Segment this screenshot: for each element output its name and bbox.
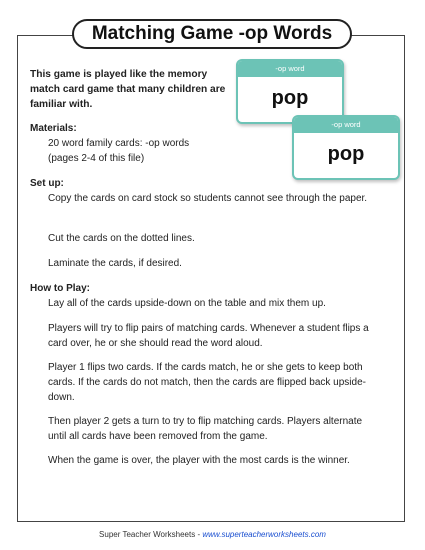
materials-line: 20 word family cards: -op words [48, 138, 190, 149]
card-label: -op word [294, 117, 398, 133]
footer-brand: Super Teacher Worksheets - [99, 530, 203, 539]
card-label: -op word [238, 61, 342, 77]
card-word: pop [271, 87, 309, 109]
materials-line: (pages 2-4 of this file) [48, 153, 145, 164]
howto-paragraph: Lay all of the cards upside-down on the table and mix them up. [48, 298, 326, 309]
howto-paragraph: Players will try to flip pairs of matching cards. Whenever a student flips a card over, he or she should read the word aloud. [48, 323, 369, 349]
footer [0, 530, 425, 539]
setup-paragraph: Cut the cards on the dotted lines. [48, 233, 195, 244]
howto-paragraph: Player 1 flips two cards. If the cards match, he or she gets to keep both cards. If the cards do not match, then the cards are flipped back upside-down. [48, 362, 366, 403]
footer-link[interactable]: www.superteacherworksheets.com [202, 530, 326, 539]
materials-heading: Materials: [30, 123, 77, 134]
howto-paragraph: When the game is over, the player with the most cards is the winner. [48, 455, 350, 466]
howto-heading: How to Play: [30, 283, 91, 294]
howto-paragraph: Then player 2 gets a turn to try to flip matching cards. Players alternate until all cards have been removed from the game. [48, 416, 363, 442]
setup-heading: Set up: [30, 178, 64, 189]
card-word: pop [327, 143, 365, 165]
setup-paragraph: Laminate the cards, if desired. [48, 258, 182, 269]
intro-text: This game is played like the memory match card game that many children are familiar with. [30, 69, 226, 110]
setup-paragraph: Copy the cards on card stock so students cannot see through the paper. [48, 193, 368, 204]
page-title: Matching Game -op Words [72, 19, 352, 49]
